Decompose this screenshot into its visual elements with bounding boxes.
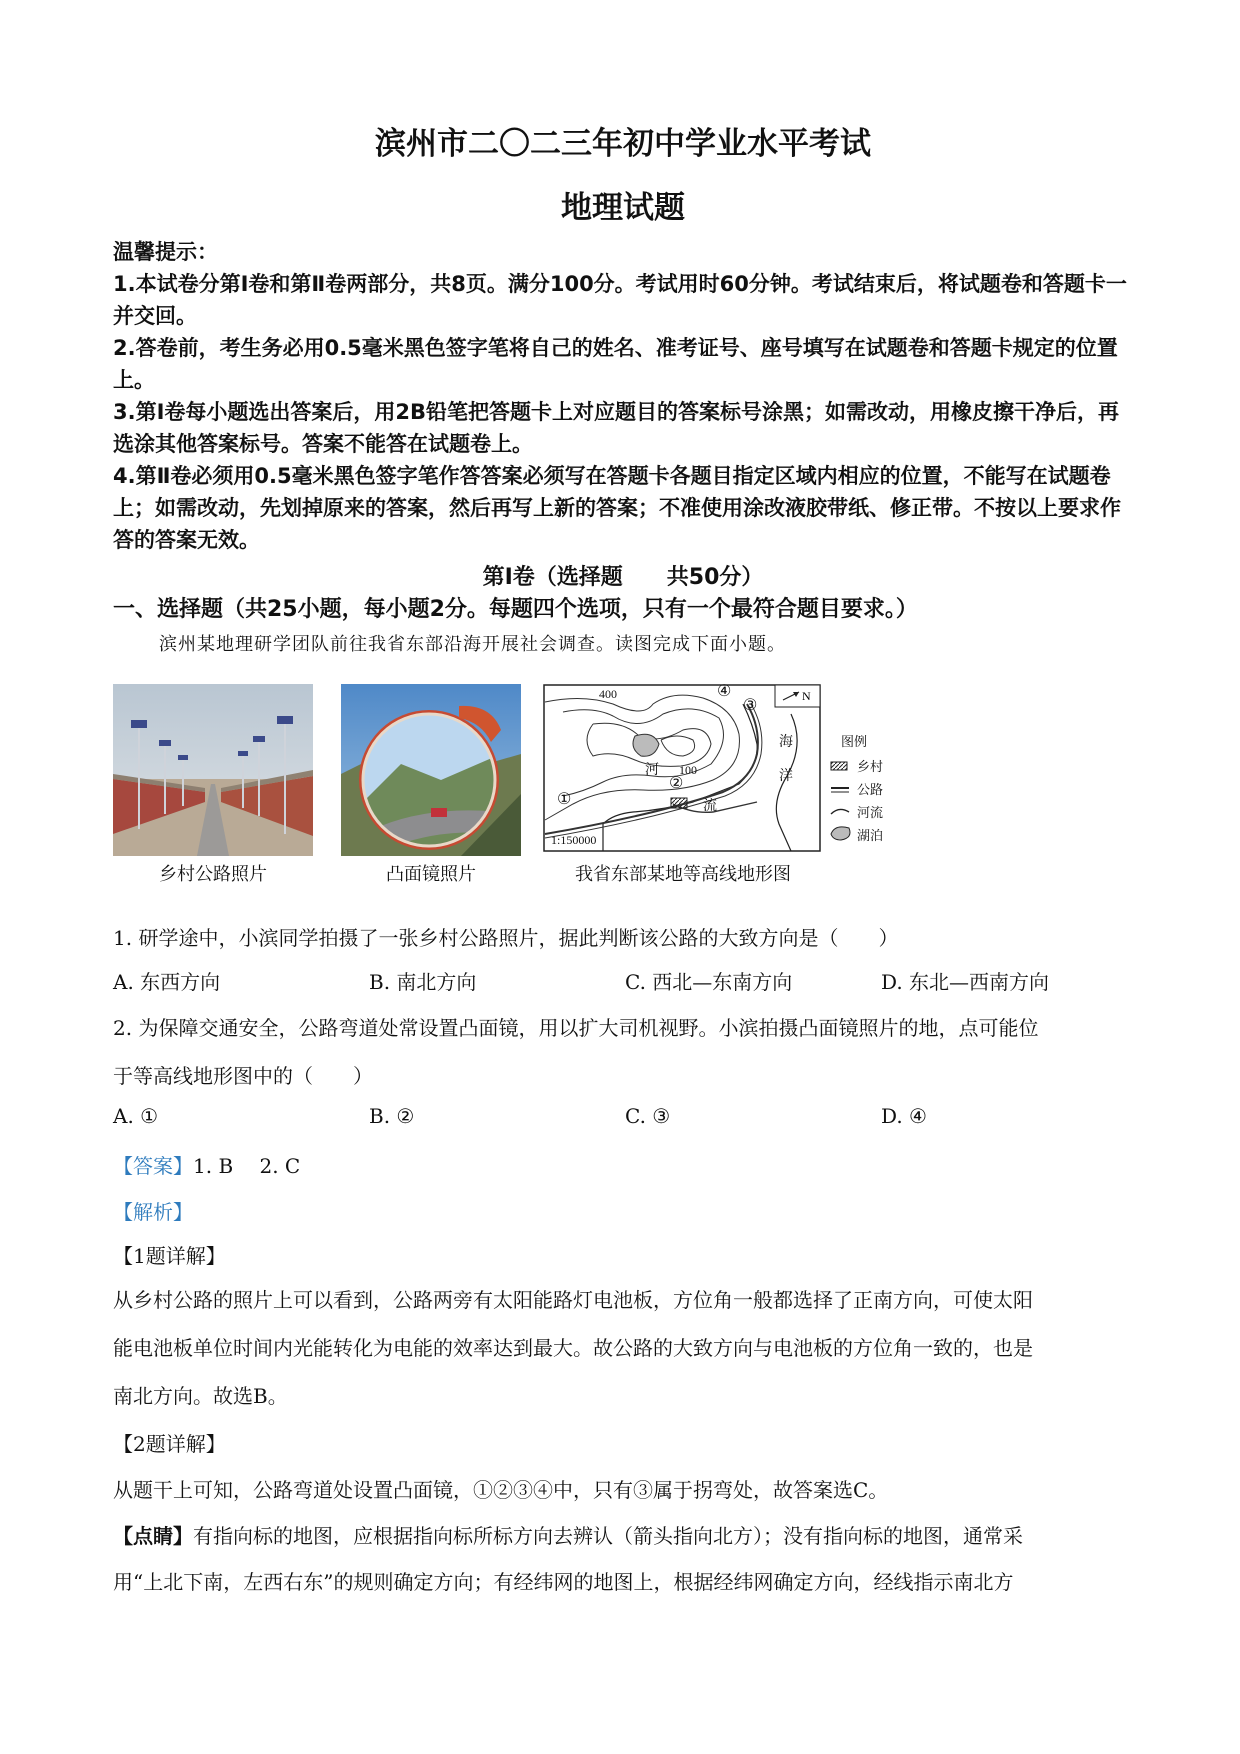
notes-item-2: 2.答卷前，考生务必用0.5毫米黑色签字笔将自己的姓名、准考证号、座号填写在试题卷和答题卡规定的位置上。 xyxy=(113,336,1118,392)
exam-title: 滨州市二〇二三年初中学业水平考试 xyxy=(375,126,871,162)
rural-road-photo xyxy=(113,684,313,856)
question-1-option-c: C. 西北—东南方向 xyxy=(625,970,793,994)
q1-detail-line-2: 能电池板单位时间内光能转化为电能的效率达到最大。故公路的大致方向与电池板的方位角一致的，也是 xyxy=(113,1336,1033,1360)
q1-detail-text xyxy=(113,1276,1133,1420)
sea-label-1: 海 xyxy=(779,735,793,750)
notes-item-4: 4.第Ⅱ卷必须用0.5毫米黑色签字笔作答答案必须写在答题卡各题目指定区域内相应的位置，不能写在试题卷上；如需改动，先划掉原来的答案，然后再写上新的答案；不准使用涂改液胶带纸、修正带。不按以上要求作答的答案无效。 xyxy=(113,464,1121,552)
answer-line xyxy=(113,1150,300,1179)
part-title: 一、选择题（共25小题，每小题2分。每题四个选项，只有一个最符合题目要求。） xyxy=(113,597,918,622)
answer-text: 1. B 2. C xyxy=(193,1154,301,1178)
tip-line-2: 用“上北下南，左西右东”的规则确定方向；有经纬网的地图上，根据经纬网确定方向，经线指示南北方 xyxy=(113,1570,1014,1594)
map-point-4: ④ xyxy=(717,684,732,700)
legend-item-village: 乡村 xyxy=(857,759,884,774)
q1-detail-heading: 【1题详解】 xyxy=(113,1244,226,1268)
north-label: N xyxy=(802,689,811,703)
answer-label: 【答案】 xyxy=(113,1154,193,1178)
contour-map xyxy=(543,684,913,856)
rural-road-caption: 乡村公路照片 xyxy=(159,864,267,885)
q1-detail-line-1: 从乡村公路的照片上可以看到，公路两旁有太阳能路灯电池板，方位角一般都选择了正南方向，可使太阳 xyxy=(113,1288,1033,1312)
map-point-2: ② xyxy=(669,775,684,792)
section-title: 第Ⅰ卷（选择题 共50分） xyxy=(482,565,764,590)
question-2-option-a: A. ① xyxy=(113,1104,159,1128)
convex-mirror-photo xyxy=(341,684,521,856)
map-point-1: ① xyxy=(557,791,572,808)
tip-line-1 xyxy=(113,1520,1023,1549)
map-scale: 1:150000 xyxy=(551,833,597,847)
notes-item-1: 1.本试卷分第Ⅰ卷和第Ⅱ卷两部分，共8页。满分100分。考试用时60分钟。考试结束后，将试题卷和答题卡一并交回。 xyxy=(113,272,1127,328)
question-intro: 滨州某地理研学团队前往我省东部沿海开展社会调查。读图完成下面小题。 xyxy=(159,634,786,655)
legend-item-river: 河流 xyxy=(857,805,884,820)
legend-item-road: 公路 xyxy=(857,782,884,797)
q2-detail-text: 从题干上可知，公路弯道处设置凸面镜，①②③④中，只有③属于拐弯处，故答案选C。 xyxy=(113,1478,889,1502)
sea-label-2: 洋 xyxy=(779,769,793,784)
contour-map-figure xyxy=(543,684,913,884)
convex-mirror-figure xyxy=(341,684,521,884)
q2-detail-heading: 【2题详解】 xyxy=(113,1432,226,1456)
notes-block xyxy=(113,236,1133,556)
notes-item-3: 3.第Ⅰ卷每小题选出答案后，用2B铅笔把答题卡上对应题目的答案标号涂黑；如需改动，用橡皮擦干净后，再选涂其他答案标号。答案不能答在试题卷上。 xyxy=(113,400,1120,456)
contour-label-100: 100 xyxy=(679,763,697,777)
legend-title: 图例 xyxy=(841,734,868,749)
river-label-2: 流 xyxy=(703,799,717,814)
q1-detail-line-3: 南北方向。故选B。 xyxy=(113,1384,288,1408)
river-label-1: 河 xyxy=(645,763,659,778)
notes-heading: 温馨提示： xyxy=(113,240,218,264)
question-1-option-a: A. 东西方向 xyxy=(113,970,221,994)
exam-subtitle: 地理试题 xyxy=(561,190,685,226)
tip-text-1: 有指向标的地图，应根据指向标所标方向去辨认（箭头指向北方）；没有指向标的地图，通常采 xyxy=(193,1524,1023,1548)
tip-label: 【点睛】 xyxy=(113,1524,193,1548)
question-1-stem: 1. 研学途中，小滨同学拍摄了一张乡村公路照片，据此判断该公路的大致方向是（ ） xyxy=(113,926,899,950)
question-2-option-d: D. ④ xyxy=(881,1104,927,1128)
legend-item-lake: 湖泊 xyxy=(857,828,884,843)
question-2-option-c: C. ③ xyxy=(625,1104,671,1128)
map-point-3: ③ xyxy=(743,697,758,714)
question-2-stem-line2: 于等高线地形图中的（ ） xyxy=(113,1064,373,1088)
question-1-option-d: D. 东北—西南方向 xyxy=(881,970,1050,994)
contour-label-400: 400 xyxy=(599,687,617,701)
analysis-label: 【解析】 xyxy=(113,1200,193,1224)
contour-map-caption: 我省东部某地等高线地形图 xyxy=(575,864,791,885)
question-2-option-b: B. ② xyxy=(369,1104,415,1128)
question-1-option-b: B. 南北方向 xyxy=(369,970,477,994)
convex-mirror-caption: 凸面镜照片 xyxy=(386,864,476,885)
question-2-stem-line1: 2. 为保障交通安全，公路弯道处常设置凸面镜，用以扩大司机视野。小滨拍摄凸面镜照片的地，点可能位 xyxy=(113,1016,1039,1040)
rural-road-figure xyxy=(113,684,313,884)
